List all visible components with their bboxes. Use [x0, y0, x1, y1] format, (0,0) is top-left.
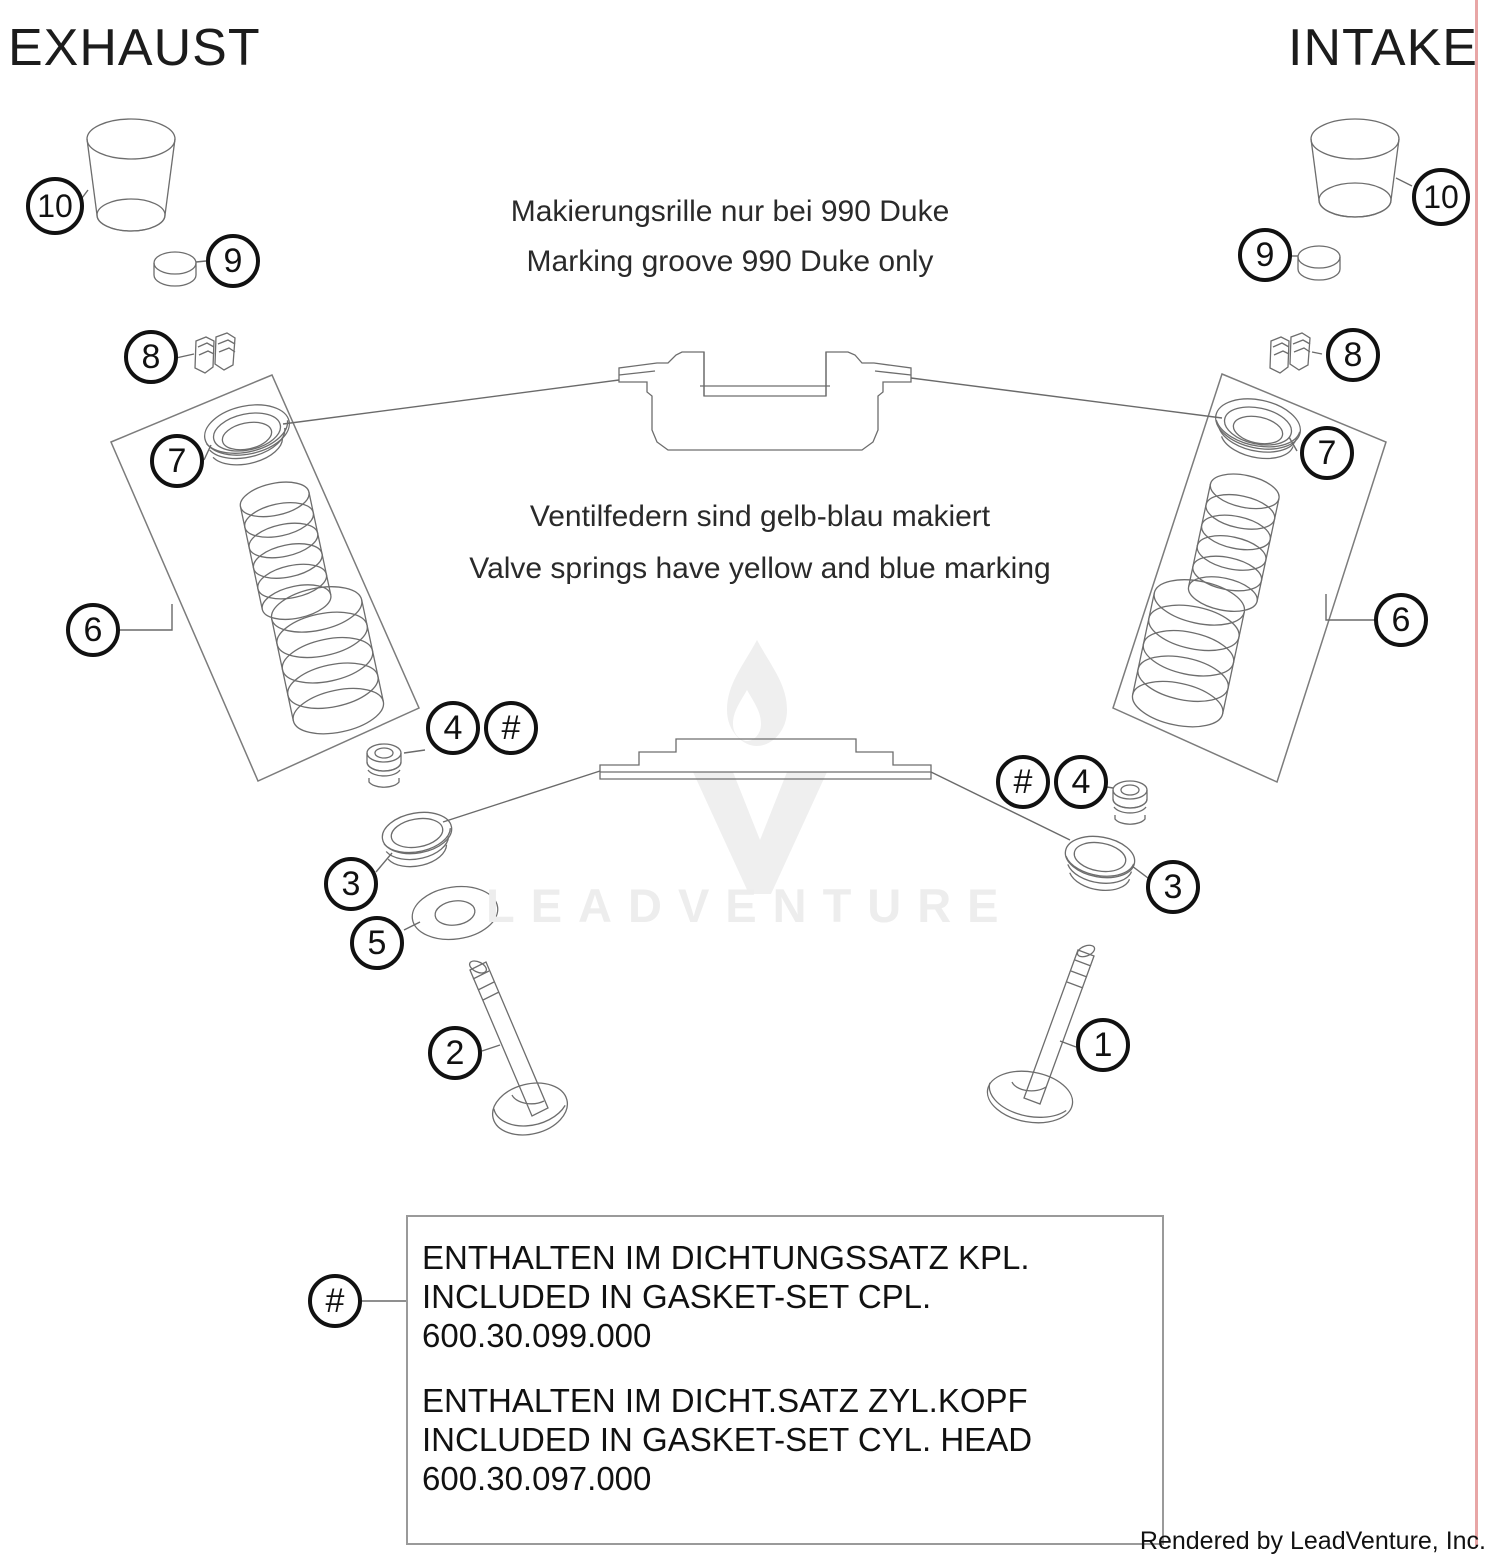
exhaust-valve-stem-seal: [367, 744, 401, 787]
exhaust-valve-collets: [195, 333, 235, 373]
callout-exhaust-9[interactable]: 9: [206, 234, 260, 288]
legend-line-2: INCLUDED IN GASKET-SET CPL.: [422, 1277, 932, 1315]
legend-line-5: INCLUDED IN GASKET-SET CYL. HEAD: [422, 1420, 1033, 1458]
intake-valve-stem-seal: [1113, 781, 1147, 824]
legend-line-6: 600.30.097.000: [422, 1459, 652, 1497]
exhaust-spring-retainer: [200, 398, 294, 471]
callout-exhaust-4[interactable]: 4: [426, 701, 480, 755]
legend-line-3: 600.30.099.000: [422, 1316, 652, 1354]
exhaust-spring-seat: [379, 807, 455, 871]
cylinder-head-top-profile: [619, 352, 911, 450]
valve-spring-note-de: Ventilfedern sind gelb-blau makiert: [529, 500, 991, 533]
gasket-set-legend-box: [406, 1215, 1164, 1545]
callout-intake-7[interactable]: 7: [1300, 426, 1354, 480]
marking-groove-note-en: Marking groove 990 Duke only: [526, 245, 934, 278]
cylinder-head-bottom-profile: [600, 739, 931, 779]
callout-intake-3[interactable]: 3: [1146, 860, 1200, 914]
callout-legend-gasket-marker[interactable]: #: [308, 1274, 362, 1328]
callout-intake-1[interactable]: 1: [1076, 1018, 1130, 1072]
intake-section-title: INTAKE: [1288, 19, 1478, 77]
exhaust-bucket-tappet: [87, 119, 175, 231]
render-credit: Rendered by LeadVenture, Inc.: [1139, 1527, 1486, 1555]
callout-intake-10[interactable]: 10: [1412, 168, 1470, 226]
callout-exhaust-5[interactable]: 5: [350, 916, 404, 970]
valve-spring-marking-note: [340, 500, 1180, 586]
callout-intake-9[interactable]: 9: [1238, 228, 1292, 282]
intake-spring-seat: [1062, 831, 1138, 895]
marking-groove-note: [380, 195, 1080, 279]
callout-exhaust-6[interactable]: 6: [66, 603, 120, 657]
callout-exhaust-8[interactable]: 8: [124, 330, 178, 384]
callout-exhaust-7[interactable]: 7: [150, 434, 204, 488]
leadventure-watermark-logo: [693, 640, 827, 894]
callout-intake-8[interactable]: 8: [1326, 328, 1380, 382]
callout-intake-6[interactable]: 6: [1374, 593, 1428, 647]
callout-intake-4[interactable]: 4: [1054, 755, 1108, 809]
leadventure-watermark-text: LEADVENTURE: [486, 879, 1015, 932]
callout-exhaust-10[interactable]: 10: [26, 177, 84, 235]
page-edge-rule: [1475, 0, 1478, 1546]
marking-groove-note-de: Makierungsrille nur bei 990 Duke: [510, 195, 950, 228]
intake-adjusting-shim: [1298, 246, 1340, 280]
callout-exhaust-2[interactable]: 2: [428, 1026, 482, 1080]
valve-spring-note-en: Valve springs have yellow and blue marking: [469, 552, 1051, 585]
legend-line-4: ENTHALTEN IM DICHT.SATZ ZYL.KOPF: [422, 1381, 1028, 1419]
intake-outer-spring: [1128, 572, 1248, 734]
legend-spacer: [422, 1356, 1162, 1382]
callout-exhaust-gasket-marker[interactable]: #: [484, 701, 538, 755]
intake-bucket-tappet: [1311, 119, 1399, 217]
intake-valve-collets: [1270, 333, 1310, 373]
exhaust-section-title: EXHAUST: [8, 19, 261, 77]
legend-line-1: ENTHALTEN IM DICHTUNGSSATZ KPL.: [422, 1239, 1030, 1276]
exhaust-adjusting-shim: [154, 252, 196, 286]
callout-exhaust-3[interactable]: 3: [324, 857, 378, 911]
exhaust-inner-spring: [237, 476, 334, 625]
callout-intake-gasket-marker[interactable]: #: [996, 755, 1050, 809]
